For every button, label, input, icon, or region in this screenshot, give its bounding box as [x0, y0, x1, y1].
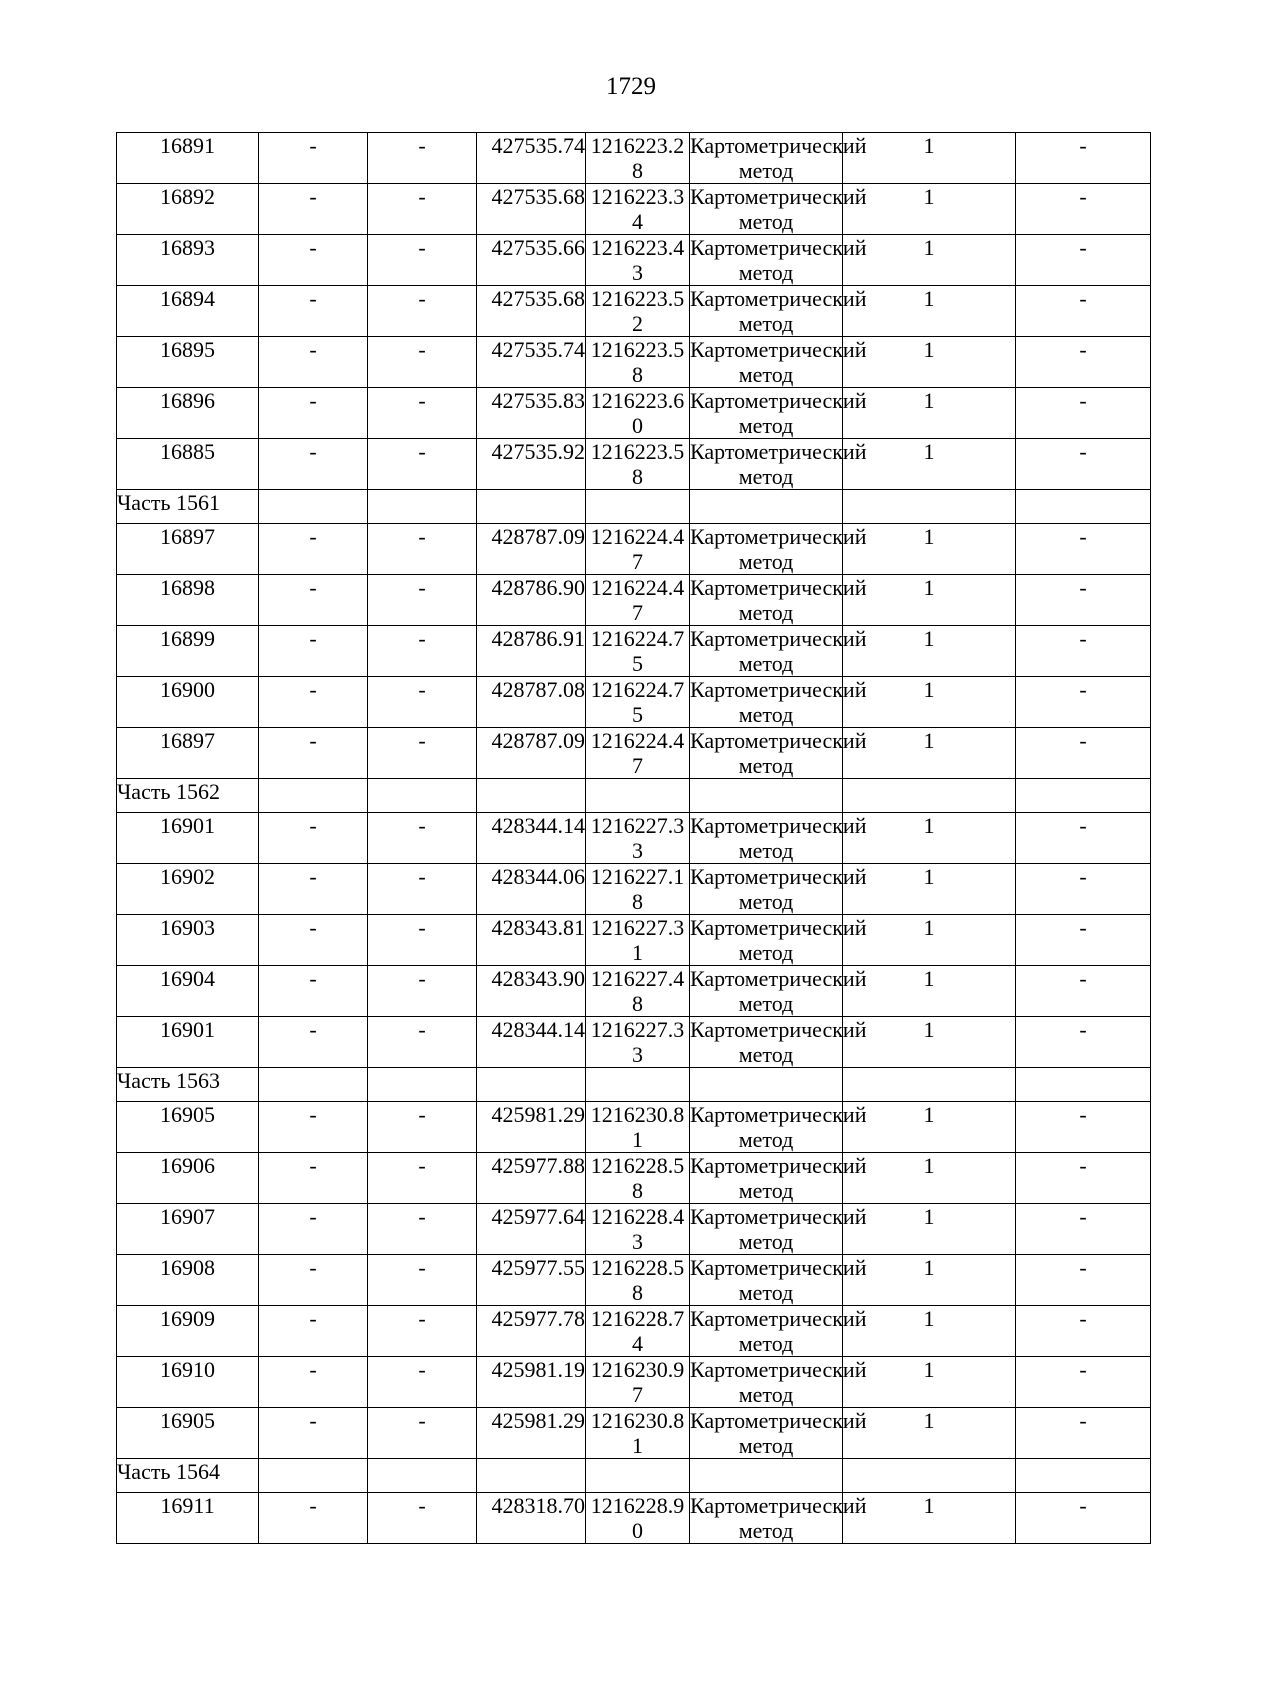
- empty-value-cell: -: [259, 575, 368, 626]
- accuracy-cell: 1: [843, 677, 1016, 728]
- section-empty-cell: [843, 779, 1016, 813]
- empty-value-cell: -: [368, 337, 477, 388]
- accuracy-cell: 1: [843, 1102, 1016, 1153]
- accuracy-cell: 1: [843, 626, 1016, 677]
- description-cell: -: [1016, 337, 1151, 388]
- description-cell: -: [1016, 728, 1151, 779]
- table-row: [117, 524, 1151, 575]
- coordinate-x-cell: 428344.14: [477, 813, 586, 864]
- empty-value-cell: -: [368, 966, 477, 1017]
- method-cell: Картометрический метод: [690, 184, 867, 234]
- coordinate-y-cell: 1216224.47: [586, 728, 690, 779]
- table-row: [117, 1153, 1151, 1204]
- table-row: [117, 337, 1151, 388]
- method-cell: Картометрический метод: [690, 966, 867, 1016]
- table-row: [117, 1357, 1151, 1408]
- coordinate-y-cell: 1216228.74: [586, 1306, 690, 1357]
- section-empty-cell: [690, 779, 843, 813]
- empty-value-cell: -: [368, 728, 477, 779]
- empty-value-cell: -: [368, 1357, 477, 1408]
- table-row: [117, 388, 1151, 439]
- description-cell: -: [1016, 286, 1151, 337]
- section-empty-cell: [368, 779, 477, 813]
- point-number-cell: 16896: [117, 388, 259, 439]
- point-number-cell: 16908: [117, 1255, 259, 1306]
- point-number-cell: 16891: [117, 133, 259, 184]
- point-number-cell: 16899: [117, 626, 259, 677]
- empty-value-cell: -: [259, 966, 368, 1017]
- table-row: [117, 184, 1151, 235]
- accuracy-cell: 1: [843, 235, 1016, 286]
- coordinates-table: [116, 132, 1151, 1544]
- coordinate-y-cell: 1216230.81: [586, 1408, 690, 1459]
- coordinates-table-body: [117, 133, 1151, 1544]
- method-cell: Картометрический метод: [690, 286, 867, 336]
- table-row: [117, 966, 1151, 1017]
- accuracy-cell: 1: [843, 575, 1016, 626]
- method-cell: Картометрический метод: [690, 235, 867, 285]
- method-cell: Картометрический метод: [690, 1204, 867, 1254]
- coordinate-x-cell: 428786.90: [477, 575, 586, 626]
- method-cell: Картометрический метод: [690, 677, 867, 727]
- table-row: [117, 1017, 1151, 1068]
- coordinate-y-cell: 1216223.28: [586, 133, 690, 184]
- table-row: [117, 1306, 1151, 1357]
- table-row: [117, 1408, 1151, 1459]
- coordinate-x-cell: 427535.68: [477, 286, 586, 337]
- description-cell: -: [1016, 1306, 1151, 1357]
- description-cell: -: [1016, 1408, 1151, 1459]
- empty-value-cell: -: [368, 813, 477, 864]
- description-cell: -: [1016, 439, 1151, 490]
- coordinate-x-cell: 425977.78: [477, 1306, 586, 1357]
- coordinate-x-cell: 427535.83: [477, 388, 586, 439]
- empty-value-cell: -: [259, 864, 368, 915]
- description-cell: -: [1016, 1357, 1151, 1408]
- section-empty-cell: [259, 1459, 368, 1493]
- section-empty-cell: [477, 1068, 586, 1102]
- point-number-cell: 16897: [117, 524, 259, 575]
- coordinate-y-cell: 1216228.58: [586, 1153, 690, 1204]
- accuracy-cell: 1: [843, 133, 1016, 184]
- description-cell: -: [1016, 1204, 1151, 1255]
- table-row: [117, 1255, 1151, 1306]
- accuracy-cell: 1: [843, 1408, 1016, 1459]
- section-empty-cell: [690, 1068, 843, 1102]
- method-cell: Картометрический метод: [690, 524, 867, 574]
- coordinate-x-cell: 425977.64: [477, 1204, 586, 1255]
- accuracy-cell: 1: [843, 1153, 1016, 1204]
- method-cell: Картометрический метод: [690, 626, 867, 676]
- description-cell: -: [1016, 1153, 1151, 1204]
- coordinate-x-cell: 425981.29: [477, 1408, 586, 1459]
- empty-value-cell: -: [368, 1306, 477, 1357]
- empty-value-cell: -: [368, 1255, 477, 1306]
- accuracy-cell: 1: [843, 966, 1016, 1017]
- empty-value-cell: -: [259, 184, 368, 235]
- empty-value-cell: -: [368, 235, 477, 286]
- empty-value-cell: -: [259, 388, 368, 439]
- coordinate-x-cell: 428344.14: [477, 1017, 586, 1068]
- method-cell: Картометрический метод: [690, 1102, 867, 1152]
- coordinate-y-cell: 1216228.90: [586, 1493, 690, 1544]
- section-header-row: [117, 490, 1151, 524]
- accuracy-cell: 1: [843, 388, 1016, 439]
- description-cell: -: [1016, 133, 1151, 184]
- coordinate-x-cell: 428343.81: [477, 915, 586, 966]
- table-row: [117, 286, 1151, 337]
- coordinate-x-cell: 427535.74: [477, 133, 586, 184]
- accuracy-cell: 1: [843, 439, 1016, 490]
- empty-value-cell: -: [368, 626, 477, 677]
- method-cell: Картометрический метод: [690, 1153, 867, 1203]
- method-cell: Картометрический метод: [690, 388, 867, 438]
- section-empty-cell: [477, 1459, 586, 1493]
- description-cell: -: [1016, 524, 1151, 575]
- accuracy-cell: 1: [843, 1357, 1016, 1408]
- section-empty-cell: [1016, 490, 1151, 524]
- empty-value-cell: -: [368, 915, 477, 966]
- description-cell: -: [1016, 1255, 1151, 1306]
- empty-value-cell: -: [259, 813, 368, 864]
- empty-value-cell: -: [259, 439, 368, 490]
- table-row: [117, 1493, 1151, 1544]
- point-number-cell: 16901: [117, 813, 259, 864]
- section-empty-cell: [586, 1459, 690, 1493]
- point-number-cell: 16894: [117, 286, 259, 337]
- coordinate-y-cell: 1216228.58: [586, 1255, 690, 1306]
- coordinate-x-cell: 428318.70: [477, 1493, 586, 1544]
- table-row: [117, 133, 1151, 184]
- empty-value-cell: -: [259, 337, 368, 388]
- section-empty-cell: [843, 1068, 1016, 1102]
- table-row: [117, 1204, 1151, 1255]
- empty-value-cell: -: [368, 184, 477, 235]
- point-number-cell: 16892: [117, 184, 259, 235]
- coordinate-x-cell: 428343.90: [477, 966, 586, 1017]
- coordinate-x-cell: 425977.88: [477, 1153, 586, 1204]
- section-empty-cell: [1016, 1459, 1151, 1493]
- section-empty-cell: [586, 1068, 690, 1102]
- table-row: [117, 677, 1151, 728]
- point-number-cell: 16905: [117, 1102, 259, 1153]
- empty-value-cell: -: [259, 524, 368, 575]
- empty-value-cell: -: [259, 1017, 368, 1068]
- coordinate-y-cell: 1216224.75: [586, 677, 690, 728]
- section-empty-cell: [690, 1459, 843, 1493]
- method-cell: Картометрический метод: [690, 1306, 867, 1356]
- coordinate-y-cell: 1216230.97: [586, 1357, 690, 1408]
- empty-value-cell: -: [259, 1153, 368, 1204]
- method-cell: Картометрический метод: [690, 1493, 867, 1543]
- method-cell: Картометрический метод: [690, 1408, 867, 1458]
- empty-value-cell: -: [259, 915, 368, 966]
- empty-value-cell: -: [368, 1153, 477, 1204]
- method-cell: Картометрический метод: [690, 1357, 867, 1407]
- empty-value-cell: -: [368, 1493, 477, 1544]
- method-cell: Картометрический метод: [690, 133, 867, 183]
- empty-value-cell: -: [368, 439, 477, 490]
- coordinate-x-cell: 428787.08: [477, 677, 586, 728]
- page-number: 1729: [606, 73, 656, 100]
- description-cell: -: [1016, 1017, 1151, 1068]
- empty-value-cell: -: [259, 1102, 368, 1153]
- method-cell: Картометрический метод: [690, 728, 867, 778]
- coordinate-y-cell: 1216227.33: [586, 813, 690, 864]
- coordinate-y-cell: 1216228.43: [586, 1204, 690, 1255]
- method-cell: Картометрический метод: [690, 1017, 867, 1067]
- section-empty-cell: [259, 490, 368, 524]
- method-cell: Картометрический метод: [690, 864, 867, 914]
- description-cell: -: [1016, 677, 1151, 728]
- accuracy-cell: 1: [843, 728, 1016, 779]
- section-empty-cell: [477, 779, 586, 813]
- point-number-cell: 16898: [117, 575, 259, 626]
- method-cell: Картометрический метод: [690, 1255, 867, 1305]
- empty-value-cell: -: [368, 1204, 477, 1255]
- section-empty-cell: [1016, 1068, 1151, 1102]
- empty-value-cell: -: [259, 235, 368, 286]
- section-empty-cell: [586, 490, 690, 524]
- empty-value-cell: -: [368, 133, 477, 184]
- description-cell: -: [1016, 626, 1151, 677]
- section-empty-cell: [477, 490, 586, 524]
- point-number-cell: 16907: [117, 1204, 259, 1255]
- point-number-cell: 16904: [117, 966, 259, 1017]
- accuracy-cell: 1: [843, 813, 1016, 864]
- empty-value-cell: -: [368, 864, 477, 915]
- coordinate-y-cell: 1216230.81: [586, 1102, 690, 1153]
- method-cell: Картометрический метод: [690, 813, 867, 863]
- point-number-cell: 16911: [117, 1493, 259, 1544]
- point-number-cell: 16897: [117, 728, 259, 779]
- empty-value-cell: -: [368, 524, 477, 575]
- coordinate-y-cell: 1216227.31: [586, 915, 690, 966]
- table-row: [117, 575, 1151, 626]
- point-number-cell: 16885: [117, 439, 259, 490]
- description-cell: -: [1016, 235, 1151, 286]
- method-cell: Картометрический метод: [690, 337, 867, 387]
- point-number-cell: 16903: [117, 915, 259, 966]
- point-number-cell: 16909: [117, 1306, 259, 1357]
- empty-value-cell: -: [368, 286, 477, 337]
- section-title: Часть 1564: [117, 1459, 259, 1493]
- empty-value-cell: -: [259, 1493, 368, 1544]
- description-cell: -: [1016, 915, 1151, 966]
- empty-value-cell: -: [259, 1408, 368, 1459]
- description-cell: -: [1016, 388, 1151, 439]
- coordinate-y-cell: 1216224.47: [586, 524, 690, 575]
- accuracy-cell: 1: [843, 1204, 1016, 1255]
- coordinate-y-cell: 1216224.47: [586, 575, 690, 626]
- description-cell: -: [1016, 575, 1151, 626]
- coordinate-x-cell: 428787.09: [477, 728, 586, 779]
- section-empty-cell: [368, 1459, 477, 1493]
- accuracy-cell: 1: [843, 184, 1016, 235]
- description-cell: -: [1016, 1493, 1151, 1544]
- coordinate-y-cell: 1216223.60: [586, 388, 690, 439]
- section-empty-cell: [843, 490, 1016, 524]
- coordinate-x-cell: 427535.68: [477, 184, 586, 235]
- empty-value-cell: -: [259, 1357, 368, 1408]
- accuracy-cell: 1: [843, 1306, 1016, 1357]
- section-empty-cell: [368, 1068, 477, 1102]
- section-empty-cell: [1016, 779, 1151, 813]
- accuracy-cell: 1: [843, 864, 1016, 915]
- coordinate-x-cell: 427535.66: [477, 235, 586, 286]
- method-cell: Картометрический метод: [690, 439, 867, 489]
- accuracy-cell: 1: [843, 1255, 1016, 1306]
- table-row: [117, 235, 1151, 286]
- section-empty-cell: [259, 1068, 368, 1102]
- point-number-cell: 16905: [117, 1408, 259, 1459]
- empty-value-cell: -: [368, 677, 477, 728]
- description-cell: -: [1016, 813, 1151, 864]
- empty-value-cell: -: [259, 286, 368, 337]
- empty-value-cell: -: [259, 1255, 368, 1306]
- point-number-cell: 16902: [117, 864, 259, 915]
- coordinate-y-cell: 1216223.52: [586, 286, 690, 337]
- table-row: [117, 864, 1151, 915]
- point-number-cell: 16895: [117, 337, 259, 388]
- empty-value-cell: -: [259, 728, 368, 779]
- point-number-cell: 16900: [117, 677, 259, 728]
- coordinate-x-cell: 428787.09: [477, 524, 586, 575]
- coordinate-x-cell: 425977.55: [477, 1255, 586, 1306]
- coordinate-y-cell: 1216223.58: [586, 337, 690, 388]
- coordinate-y-cell: 1216223.58: [586, 439, 690, 490]
- section-title: Часть 1563: [117, 1068, 259, 1102]
- empty-value-cell: -: [259, 133, 368, 184]
- empty-value-cell: -: [368, 575, 477, 626]
- description-cell: -: [1016, 1102, 1151, 1153]
- table-row: [117, 626, 1151, 677]
- empty-value-cell: -: [368, 1408, 477, 1459]
- coordinate-x-cell: 425981.19: [477, 1357, 586, 1408]
- coordinate-x-cell: 428786.91: [477, 626, 586, 677]
- description-cell: -: [1016, 184, 1151, 235]
- coordinate-x-cell: 428344.06: [477, 864, 586, 915]
- empty-value-cell: -: [259, 626, 368, 677]
- accuracy-cell: 1: [843, 524, 1016, 575]
- table-row: [117, 439, 1151, 490]
- accuracy-cell: 1: [843, 1493, 1016, 1544]
- section-empty-cell: [259, 779, 368, 813]
- section-empty-cell: [690, 490, 843, 524]
- section-title: Часть 1561: [117, 490, 259, 524]
- empty-value-cell: -: [368, 388, 477, 439]
- description-cell: -: [1016, 864, 1151, 915]
- empty-value-cell: -: [259, 1204, 368, 1255]
- empty-value-cell: -: [259, 677, 368, 728]
- accuracy-cell: 1: [843, 915, 1016, 966]
- section-empty-cell: [843, 1459, 1016, 1493]
- coordinate-y-cell: 1216224.75: [586, 626, 690, 677]
- table-row: [117, 1102, 1151, 1153]
- point-number-cell: 16893: [117, 235, 259, 286]
- coordinate-x-cell: 425981.29: [477, 1102, 586, 1153]
- coordinate-y-cell: 1216227.48: [586, 966, 690, 1017]
- table-row: [117, 813, 1151, 864]
- table-row: [117, 728, 1151, 779]
- point-number-cell: 16910: [117, 1357, 259, 1408]
- empty-value-cell: -: [259, 1306, 368, 1357]
- accuracy-cell: 1: [843, 337, 1016, 388]
- section-empty-cell: [368, 490, 477, 524]
- point-number-cell: 16906: [117, 1153, 259, 1204]
- empty-value-cell: -: [368, 1017, 477, 1068]
- point-number-cell: 16901: [117, 1017, 259, 1068]
- accuracy-cell: 1: [843, 286, 1016, 337]
- coordinate-y-cell: 1216227.33: [586, 1017, 690, 1068]
- method-cell: Картометрический метод: [690, 575, 867, 625]
- description-cell: -: [1016, 966, 1151, 1017]
- section-header-row: [117, 1459, 1151, 1493]
- coordinate-x-cell: 427535.74: [477, 337, 586, 388]
- section-title: Часть 1562: [117, 779, 259, 813]
- section-header-row: [117, 779, 1151, 813]
- coordinate-y-cell: 1216227.18: [586, 864, 690, 915]
- empty-value-cell: -: [368, 1102, 477, 1153]
- coordinate-y-cell: 1216223.34: [586, 184, 690, 235]
- coordinate-y-cell: 1216223.43: [586, 235, 690, 286]
- section-header-row: [117, 1068, 1151, 1102]
- section-empty-cell: [586, 779, 690, 813]
- method-cell: Картометрический метод: [690, 915, 867, 965]
- coordinate-x-cell: 427535.92: [477, 439, 586, 490]
- accuracy-cell: 1: [843, 1017, 1016, 1068]
- table-row: [117, 915, 1151, 966]
